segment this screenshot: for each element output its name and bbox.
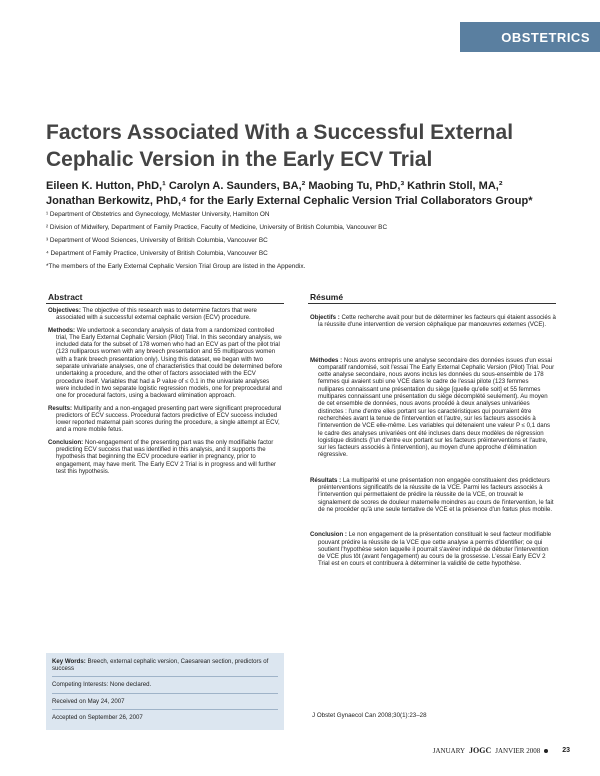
affiliation-note: *The members of the Early External Cephalic Version Trial Group are listed in the Appendix.	[46, 263, 306, 270]
affiliation-3: ³ Department of Wood Sciences, University of British Columbia, Vancouver BC	[46, 237, 268, 244]
affiliations	[46, 211, 576, 276]
footer-journal: JOGC	[469, 746, 492, 755]
footer-month-en: JANUARY	[432, 746, 466, 755]
page-footer	[433, 746, 570, 755]
affiliation-4: ⁴ Department of Family Practice, University of British Columbia, Vancouver BC	[46, 250, 268, 257]
abstract-rule	[46, 303, 284, 304]
keywords-box	[46, 653, 284, 730]
resume-methodes: Méthodes : Nous avons entrepris une analyse secondaire des données issues d'un essai comparatif randomisé, soit l'essai The Early External Cephalic Version (Pilot) Trial. Pour cette analyse secondaire, nous avons inclus les données du sous-ensemble de 178 femmes qui avaient subi une VCE dans le cadre de l'essai pilote (123 femmes nullipares connaissant une présentation du siège [quelle qu'elle soit] et 55 femmes multipares connaissant une présentation du siège décomplété seulement). Au moyen de cet ensemble de données, nous avons procédé à deux analyses univariées distinctes : l'une d'entre elles portant sur les caractéristiques qui pourraient être recherchées avant la tenue de l'intervention et l'autre, sur les facteurs associés à l'intervention de VCE elle-même. Les variables qui détenaient une valeur P ≤ 0,1 dans le cadre des analyses univariées ont été incluses dans deux modèles de régression logistique distincts (l'un d'entre eux portant sur les facteurs préinterventions et l'autre, sur les facteurs associés à l'intervention), au moyen d'une approche d'élimination régressive.	[310, 356, 555, 459]
journal-citation: J Obstet Gynaecol Can 2008;30(1):23–28	[312, 712, 427, 719]
competing-interests: Competing Interests: None declared.	[52, 681, 152, 689]
affiliation-1: ¹ Department of Obstetrics and Gynecology, McMaster University, Hamilton ON	[46, 211, 270, 218]
bullet-icon	[544, 749, 548, 753]
author-list	[46, 179, 566, 209]
abstract-methods: Methods: We undertook a secondary analysis of data from a randomized controlled trial, The Early External Cephalic Version (Pilot) Trial. In this secondary analysis, we included data for the subset of 178 women who had an ECV as part of the pilot trial (123 nulliparous women with any breech presentation and 55 multiparous women with a frank breech presentation only). Using this dataset, we began with two separate univariate analyses, one of characteristics that could be determined before undertaking a procedure, and the other of factors associated with the ECV procedure itself. Variables that had a P value of ≤ 0.1 in the univariate analyses were included in two separate logistic regression models, one for preprocedural and one for procedural factors, using a backward elimination approach.	[48, 326, 283, 400]
resume-rule	[308, 303, 556, 304]
affiliation-2: ² Division of Midwifery, Department of Family Practice, Faculty of Medicine, University of British Columbia, Vancouver BC	[46, 224, 388, 231]
abstract-body	[46, 307, 284, 480]
keywords-divider-1	[52, 676, 278, 677]
resume-heading: Résumé	[310, 292, 344, 302]
received-date: Received on May 24, 2007	[52, 697, 125, 705]
resume-resultats: Résultats : La multiparité et une présentation non engagée constituaient des prédicteurs préinterventions significatifs de la réussite de la VCE. Parmi les facteurs associés à l'intervention qui permettaient de prédire la réussite de la VCE, on trouvait le signalement de scores de douleur maternelle moindres au cours de l'intervention, le fait de ne procéder qu'à une seule tentative de VCE et la présence d'un fœtus plus mobile.	[310, 476, 554, 513]
resume-objectifs: Objectifs : Cette recherche avait pour but de déterminer les facteurs qui étaient associés à la réussite d'une intervention de version céphalique par manœuvres externes (VCE).	[310, 314, 556, 329]
abstract-heading: Abstract	[48, 292, 83, 302]
footer-month-fr: JANVIER 2008	[495, 746, 541, 755]
abstract-results: Results: Multiparity and a non-engaged presenting part were significant preprocedural predictors of ECV success. Procedural factors predictive of ECV success included lower reported maternal pain scores during the procedure, a single attempt at ECV, and a more mobile fetus.	[48, 404, 282, 434]
keywords: Key Words: Breech, external cephalic version, Caesarean section, predictors of success	[52, 658, 269, 673]
keywords-divider-3	[52, 709, 278, 710]
abstract-conclusion: Conclusion: Non-engagement of the presenting part was the only modifiable factor predicting ECV success that was identified in this analysis, and it supports the hypothesis that beginning the ECV procedure earlier in pregnancy, prior to engagement, may have merit. The Early ECV 2 Trial is in progress and will further test this hypothesis.	[48, 438, 277, 475]
authors-line-2: Jonathan Berkowitz, PhD,⁴ for the Early External Cephalic Version Trial Collaborators Group*	[46, 195, 533, 207]
authors-line-1: Eileen K. Hutton, PhD,¹ Carolyn A. Saunders, BA,² Maobing Tu, PhD,³ Kathrin Stoll, MA,²	[46, 180, 503, 192]
article-title: Factors Associated With a Successful External Cephalic Version in the Early ECV Trial	[46, 121, 514, 171]
section-tab: OBSTETRICS	[460, 22, 600, 52]
abstract-objectives: Objectives: The objective of this research was to determine factors that were associated with a successful external cephalic version (ECV) procedure.	[48, 307, 257, 322]
page-number: 23	[562, 747, 570, 754]
accepted-date: Accepted on September 26, 2007	[52, 713, 143, 721]
resume-conclusion: Conclusion : Le non engagement de la présentation constituait le seul facteur modifiable pouvant prédire la réussite de la VCE que cette analyse a permis d'identifier; ce qui soutient l'hypothèse selon laquelle il pourrait s'avérer indiqué de débuter l'intervention de VCE plus tôt (avant l'engagement) au cours de la grossesse. L'essai Early ECV 2 Trial est en cours et contribuera à déterminer la validité de cette hypothèse.	[310, 531, 552, 568]
keywords-divider-2	[52, 693, 278, 694]
resume-body	[308, 314, 556, 568]
